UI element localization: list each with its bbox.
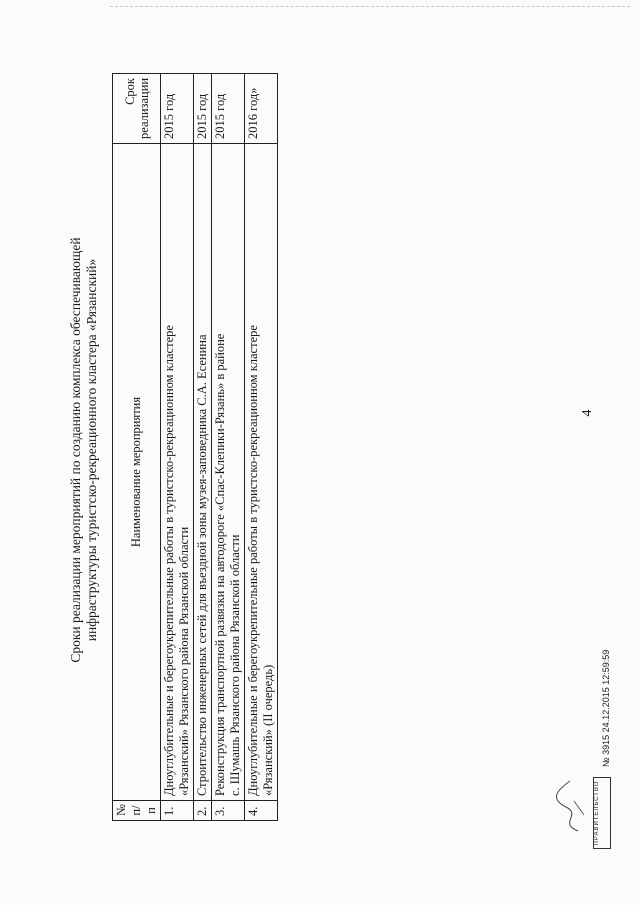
row-num: 4. (245, 801, 278, 821)
header-period-line-1: Срок (122, 78, 137, 105)
stamp-box-text: ПРАВИТЕЛЬСТВО (594, 780, 600, 846)
row-name (161, 144, 194, 801)
header-num (113, 801, 161, 821)
row-num: 1. (161, 801, 194, 821)
row-name-line-1: Строительство инженерных сетей для въездной зоны музея-заповедника С.А. Есенина (195, 334, 209, 796)
row-name-line-1: Дноуглубительные и берегоукрепительные работы в туристско-рекреационном кластере (246, 325, 260, 796)
row-name (194, 144, 212, 801)
title-line-2: инфраструктуры туристско-рекреационного кластера «Рязанский» (84, 258, 99, 642)
stamp-box (593, 777, 611, 849)
row-name-line-1: Реконструкция транспортной развязки на автодороге «Спас-Клепики-Рязань» в районе (213, 333, 227, 796)
page-number: 4 (580, 409, 595, 417)
row-num: 3. (212, 801, 245, 821)
stamp-registration-text: № 3915 24.12.2015 12:59:59 (601, 649, 611, 767)
row-name (245, 144, 278, 801)
row-period: 2015 год (212, 74, 245, 144)
table-row (194, 74, 212, 821)
row-name-line-2: «Рязанский» Рязанского района Рязанской области (177, 526, 191, 796)
header-period-line-2: реализации (136, 77, 151, 139)
title-line-1: Сроки реализации мероприятий по созданию комплекса обеспечивающей (68, 237, 83, 663)
row-name-line-2: «Рязанский» (II очередь) (261, 664, 275, 796)
row-name-line-1: Дноуглубительные и берегоукрепительные работы в туристско-рекреационном кластере (162, 325, 176, 796)
measures-table (112, 73, 278, 821)
row-num: 2. (194, 801, 212, 821)
row-period: 2016 год» (245, 74, 278, 144)
header-period (113, 74, 161, 144)
row-name (212, 144, 245, 801)
table-row (245, 74, 278, 821)
header-num-line-1: № (114, 804, 128, 816)
document-title (68, 140, 100, 760)
table-row (212, 74, 245, 821)
header-name: Наименование мероприятия (113, 144, 161, 801)
row-name-line-2: с. Шумашь Рязанского района Рязанской области (228, 534, 242, 796)
row-period: 2015 год (194, 74, 212, 144)
header-num-line-2: п/п (129, 805, 158, 816)
signature-mark (548, 775, 588, 835)
table-header-row (113, 74, 161, 821)
table-row (161, 74, 194, 821)
row-period: 2015 год (161, 74, 194, 144)
registration-stamp (585, 429, 625, 849)
